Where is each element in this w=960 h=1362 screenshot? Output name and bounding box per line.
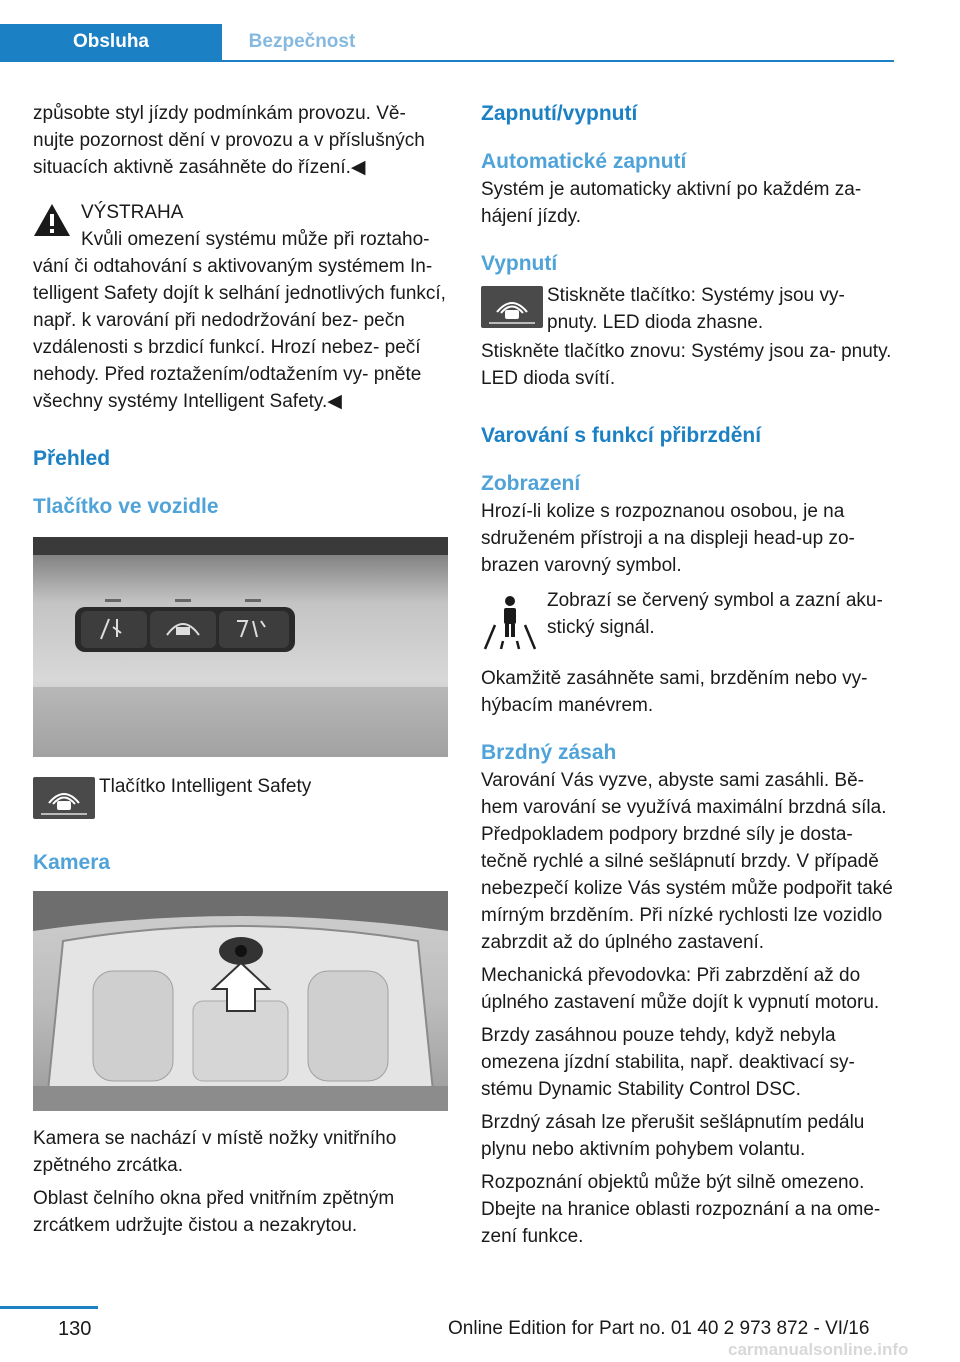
brake-text-1: Varování Vás vyzve, abyste sami zasáhli. Bě- hem varování se využívá maximální brzdná síla. Předpokladem podpory brzdné síly je dosta- tečně rychlé a silné sešlápnutí brzdy. V případě nebezpečí kolize Vás systém může podpořit také mírným brzděním. Při nízké rychlosti lze vozidlo zabrzdit až do úplného zastavení.: [481, 770, 893, 953]
left-column: [33, 100, 448, 1239]
online-edition-text: Online Edition for Part no. 01 40 2 973 872 - VI/16: [448, 1318, 870, 1339]
tab-obsluha[interactable]: Obsluha: [0, 24, 222, 60]
display-text: Hrozí-li kolize s rozpoznanou osobou, je na sdruženém přístroji a na displeji head-up zo- brazen varovný symbol.: [481, 501, 855, 576]
display-icon-row: [481, 587, 896, 657]
off-text: Stiskněte tlačítko znovu: Systémy jsou za- pnuty. LED dioda svítí.: [481, 341, 892, 389]
warning-title: VÝSTRAHA: [81, 202, 184, 223]
intelligent-safety-button-icon: [33, 777, 95, 819]
off-icon-text: Stiskněte tlačítko: Systémy jsou vy- pnuty. LED dioda zhasne.: [547, 285, 845, 333]
brake-text-2: Mechanická převodovka: Při zabrzdění až do úplného zastavení může dojít k vypnutí motoru.: [481, 965, 880, 1013]
heading-auto-on: Automatické zapnutí: [481, 150, 687, 173]
right-column: [481, 100, 896, 1250]
warning-text: Kvůli omezení systému může při roztaho- vání či odtahování s aktivovaným systémem In- telligent Safety dojít k selhání jednotlivých funkcí, např. k varování při nedodržování bez- pečn vzdálenosti s brzdicí funkcí. Hrozí nebez- pečí nehody. Před roztažením/odtažením vy- pněte všechny systémy Intelligent Safety.◀: [33, 229, 446, 412]
auto-on-text: Systém je automaticky aktivní po každém za- hájení jízdy.: [481, 179, 862, 227]
heading-overview: Přehled: [33, 447, 111, 470]
watermark: carmanualsonline.info: [728, 1340, 909, 1359]
heading-brake-intervention: Brzdný zásah: [481, 741, 617, 764]
pedestrian-warning-icon: [481, 591, 539, 653]
tab-underline: [0, 60, 894, 62]
button-caption: Tlačítko Intelligent Safety: [99, 776, 312, 797]
heading-warning-braking: Varování s funkcí přibrzdění: [481, 424, 762, 447]
display-icon-text: Zobrazí se červený symbol a zazní aku- stický signál.: [547, 590, 883, 638]
brake-text-4: Brzdný zásah lze přerušit sešlápnutím pedálu plynu nebo aktivním pohybem volantu.: [481, 1112, 865, 1160]
camera-photo: [33, 891, 448, 1111]
heading-display: Zobrazení: [481, 472, 581, 495]
heading-button-in-vehicle: Tlačítko ve vozidle: [33, 495, 219, 518]
brake-text-5: Rozpoznání objektů může být silně omezeno. Dbejte na hranice oblasti rozpoznání a na ome- zení funkce.: [481, 1172, 881, 1247]
brake-text-3: Brzdy zasáhnou pouze tehdy, když nebyla omezena jízdní stabilita, např. deaktivací sy- stému Dynamic Stability Control DSC.: [481, 1025, 855, 1100]
heading-off: Vypnutí: [481, 252, 558, 275]
warning-triangle-icon: [33, 203, 71, 237]
camera-clean-text: Oblast čelního okna před vnitřním zpětným zrcátkem udržujte čistou a nezakrytou.: [33, 1188, 395, 1236]
off-icon-row: [481, 282, 896, 338]
button-panel-photo: [33, 537, 448, 757]
react-text: Okamžitě zasáhněte sami, brzděním nebo vy- hýbacím manévrem.: [481, 668, 868, 716]
camera-location-text: Kamera se nachází v místě nožky vnitřního zpětného zrcátka.: [33, 1128, 397, 1176]
warning-block: [33, 199, 448, 415]
button-caption-row: [33, 773, 448, 829]
header-tabs: [0, 24, 894, 62]
tab-bezpecnost[interactable]: Bezpečnost: [248, 31, 356, 52]
footer-line: [0, 1306, 98, 1309]
heading-on-off: Zapnutí/vypnutí: [481, 102, 638, 125]
intro-paragraph: způsobte styl jízdy podmínkám provozu. Vě- nujte pozornost dění v provozu a v příslušných situacích aktivně zasáhněte do řízení.◀: [33, 103, 425, 178]
page-number: 130: [58, 1318, 92, 1340]
heading-camera: Kamera: [33, 851, 111, 874]
intelligent-safety-button-icon: [481, 286, 543, 328]
